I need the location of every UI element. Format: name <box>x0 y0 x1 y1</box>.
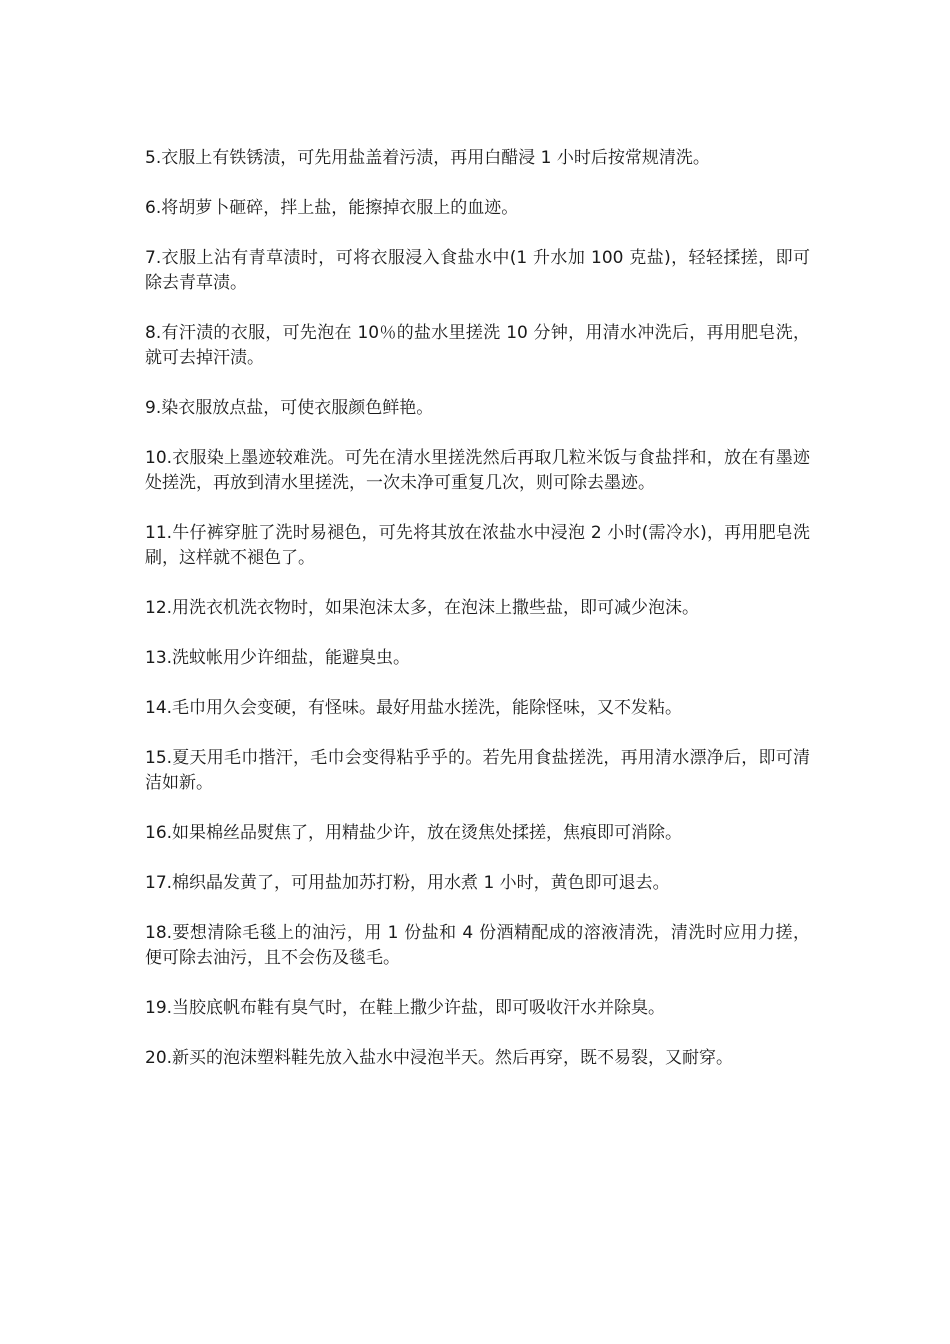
list-item: 7.衣服上沾有青草渍时，可将衣服浸入食盐水中(1 升水加 100 克盐)，轻轻揉搓，即可除去青草渍。 <box>145 248 810 293</box>
list-item: 18.要想清除毛毯上的油污，用 1 份盐和 4 份酒精配成的溶液清洗，清洗时应用力搓，便可除去油污，且不会伤及毯毛。 <box>145 923 810 968</box>
list-item: 15.夏天用毛巾揩汗，毛巾会变得粘乎乎的。若先用食盐搓洗，再用清水漂净后，即可清洁如新。 <box>145 748 810 793</box>
list-item: 12.用洗衣机洗衣物时，如果泡沫太多，在泡沫上撒些盐，即可减少泡沫。 <box>145 598 700 618</box>
list-item: 6.将胡萝卜砸碎，拌上盐，能擦掉衣服上的血迹。 <box>145 198 519 218</box>
document-body <box>145 146 810 1096</box>
list-item: 14.毛巾用久会变硬，有怪味。最好用盐水搓洗，能除怪味，又不发粘。 <box>145 698 683 718</box>
list-item: 8.有汗渍的衣服，可先泡在 10％的盐水里搓洗 10 分钟，用清水冲洗后，再用肥皂洗，就可去掉汗渍。 <box>145 323 810 368</box>
list-item: 13.洗蚊帐用少许细盐，能避臭虫。 <box>145 648 411 668</box>
list-item: 5.衣服上有铁锈渍，可先用盐盖着污渍，再用白醋浸 1 小时后按常规清洗。 <box>145 148 710 168</box>
list-item: 20.新买的泡沫塑料鞋先放入盐水中浸泡半天。然后再穿，既不易裂，又耐穿。 <box>145 1048 734 1068</box>
list-item: 17.棉织晶发黄了，可用盐加苏打粉，用水煮 1 小时，黄色即可退去。 <box>145 873 670 893</box>
list-item: 9.染衣服放点盐，可使衣服颜色鲜艳。 <box>145 398 434 418</box>
list-item: 16.如果棉丝品熨焦了，用精盐少许，放在烫焦处揉搓，焦痕即可消除。 <box>145 823 683 843</box>
list-item: 19.当胶底帆布鞋有臭气时，在鞋上撒少许盐，即可吸收汗水并除臭。 <box>145 998 666 1018</box>
list-item: 11.牛仔裤穿脏了洗时易褪色，可先将其放在浓盐水中浸泡 2 小时(需冷水)，再用肥皂洗刷，这样就不褪色了。 <box>145 523 810 568</box>
list-item: 10.衣服染上墨迹较难洗。可先在清水里搓洗然后再取几粒米饭与食盐拌和，放在有墨迹处搓洗，再放到清水里搓洗，一次未净可重复几次，则可除去墨迹。 <box>145 448 810 493</box>
